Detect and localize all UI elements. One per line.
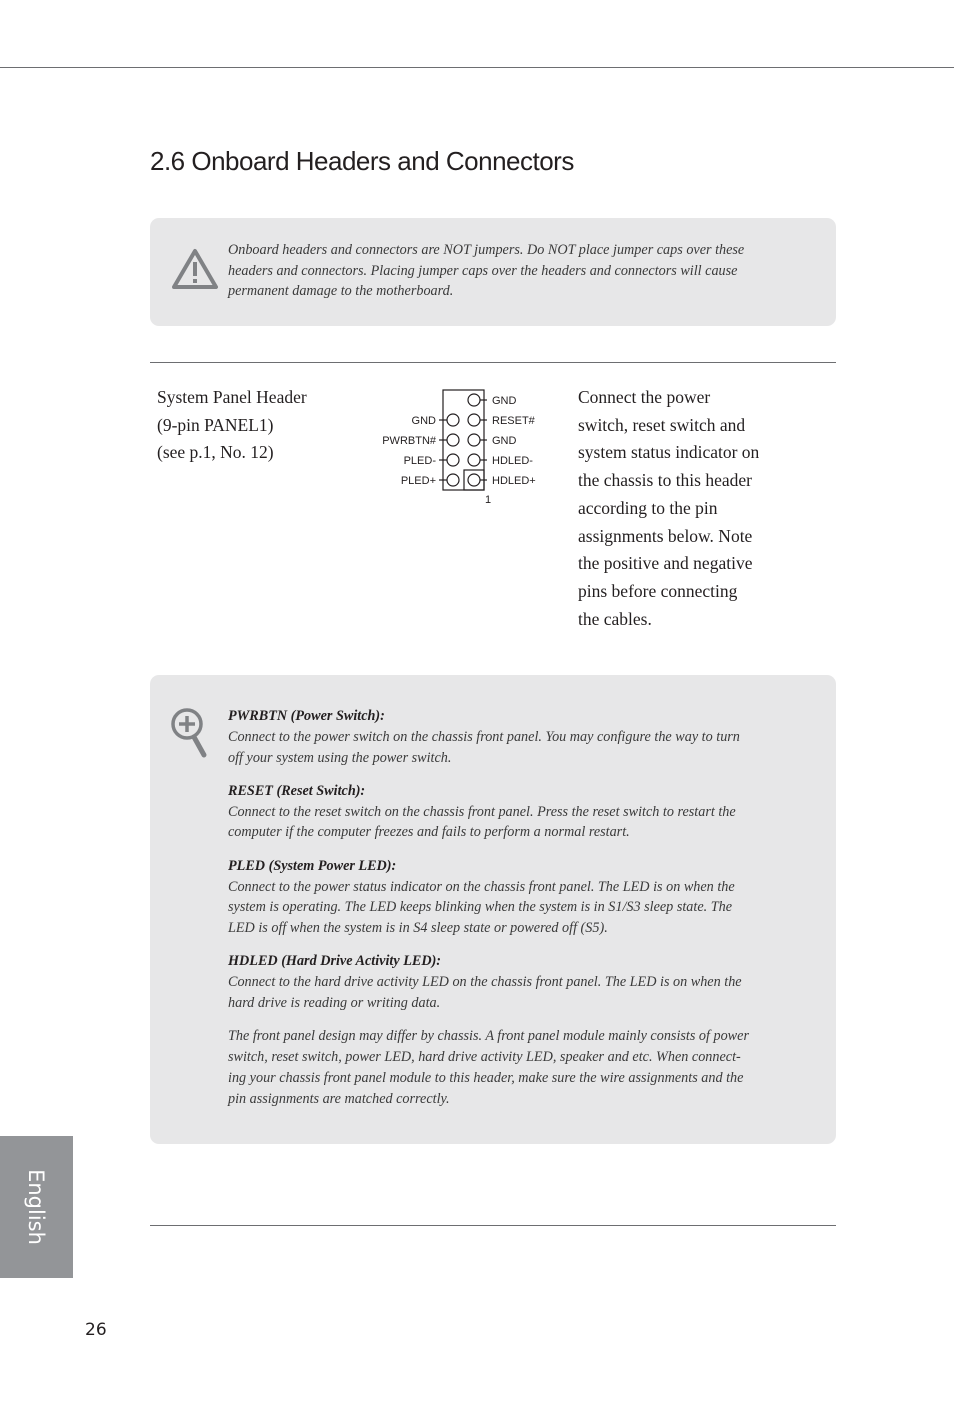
pin-one-label: 1	[485, 494, 492, 506]
warning-line: Onboard headers and connectors are NOT jumpers. Do NOT place jumper caps over these	[228, 242, 745, 258]
pin-label-right: GND	[492, 395, 517, 407]
pin	[468, 434, 480, 446]
note-closing-line: switch, reset switch, power LED, hard drive activity LED, speaker and etc. When connect-	[228, 1049, 741, 1066]
panel-header-label	[157, 384, 357, 467]
language-tab	[0, 1136, 73, 1278]
warning-box	[150, 218, 836, 326]
note-item-line: off your system using the power switch.	[228, 749, 452, 766]
pin-label-right: HDLED-	[492, 455, 533, 467]
description-line: the chassis to this header	[578, 470, 752, 491]
top-rule	[0, 67, 954, 68]
pin	[447, 454, 459, 466]
note-item-line: Connect to the hard drive activity LED on the chassis front panel. The LED is on when the	[228, 974, 742, 991]
pin	[468, 454, 480, 466]
note-item-line: hard drive is reading or writing data.	[228, 995, 441, 1012]
note-closing-line: pin assignments are matched correctly.	[228, 1090, 450, 1107]
warning-triangle-icon	[171, 247, 219, 291]
description-line: Connect the power	[578, 387, 711, 407]
pin-label-left: PLED+	[400, 475, 436, 487]
pin	[447, 474, 459, 486]
note-item-pwrbtn	[228, 706, 798, 768]
warning-line: permanent damage to the motherboard.	[228, 283, 454, 300]
pin-label-right: RESET#	[492, 415, 535, 427]
description-line: the cables.	[578, 608, 652, 629]
description-line: system status indicator on	[578, 442, 760, 463]
description-line: pins before connecting	[578, 580, 738, 601]
magnifier-plus-icon	[170, 707, 210, 759]
pin-label-right: GND	[492, 435, 517, 447]
pin	[468, 394, 480, 406]
note-closing-paragraph	[228, 1026, 798, 1109]
note-item-reset	[228, 781, 798, 843]
note-body	[228, 706, 798, 1110]
note-item-line: computer if the computer freezes and fails to perform a normal restart.	[228, 824, 630, 841]
note-item-title: PWRBTN (Power Switch):	[228, 708, 385, 724]
note-item-title: PLED (System Power LED):	[228, 857, 397, 874]
note-item-hdled	[228, 951, 798, 1013]
note-closing-line: The front panel design may differ by chassis. A front panel module mainly consists of power	[228, 1028, 749, 1045]
page-number: 26	[85, 1320, 107, 1340]
pin-label-right: HDLED+	[492, 475, 536, 487]
panel1-pin-diagram	[370, 387, 570, 507]
note-item-line: LED is off when the system is in S4 sleep state or powered off (S5).	[228, 920, 608, 937]
description-line: assignments below. Note	[578, 525, 753, 546]
pin-label-left: PLED-	[403, 455, 436, 467]
note-item-line: system is operating. The LED keeps blinking when the system is in S1/S3 sleep state. The	[228, 899, 732, 916]
warning-line: headers and connectors. Placing jumper caps over the headers and connectors will cause	[228, 262, 738, 279]
description-line: the positive and negative	[578, 553, 753, 574]
panel-header-label-line: (see p.1, No. 12)	[157, 442, 274, 463]
section-divider	[150, 362, 836, 363]
language-tab-label: English	[24, 1169, 48, 1245]
pin	[447, 414, 459, 426]
pin	[468, 414, 480, 426]
pin	[447, 434, 459, 446]
note-item-title: HDLED (Hard Drive Activity LED):	[228, 953, 442, 970]
panel-header-description	[578, 384, 808, 633]
bottom-divider	[150, 1225, 836, 1226]
note-item-title: RESET (Reset Switch):	[228, 782, 366, 799]
description-line: according to the pin	[578, 497, 718, 518]
section-title: 2.6 Onboard Headers and Connectors	[150, 146, 574, 176]
pin-label-left: PWRBTN#	[382, 435, 436, 447]
description-line: switch, reset switch and	[578, 414, 746, 435]
note-closing-line: ing your chassis front panel module to this header, make sure the wire assignments and the	[228, 1069, 744, 1086]
note-item-pled	[228, 856, 798, 939]
note-item-line: Connect to the reset switch on the chassis front panel. Press the reset switch to restart the	[228, 803, 736, 820]
pin	[468, 474, 480, 486]
note-item-line: Connect to the power switch on the chassis front panel. You may configure the way to turn	[228, 728, 740, 745]
note-item-line: Connect to the power status indicator on the chassis front panel. The LED is on when the	[228, 878, 735, 895]
note-box	[150, 675, 836, 1144]
pin-label-left: GND	[411, 415, 436, 427]
warning-text	[228, 240, 812, 302]
panel-header-label-line: (9-pin PANEL1)	[157, 414, 274, 435]
panel-header-label-line: System Panel Header	[157, 387, 307, 407]
